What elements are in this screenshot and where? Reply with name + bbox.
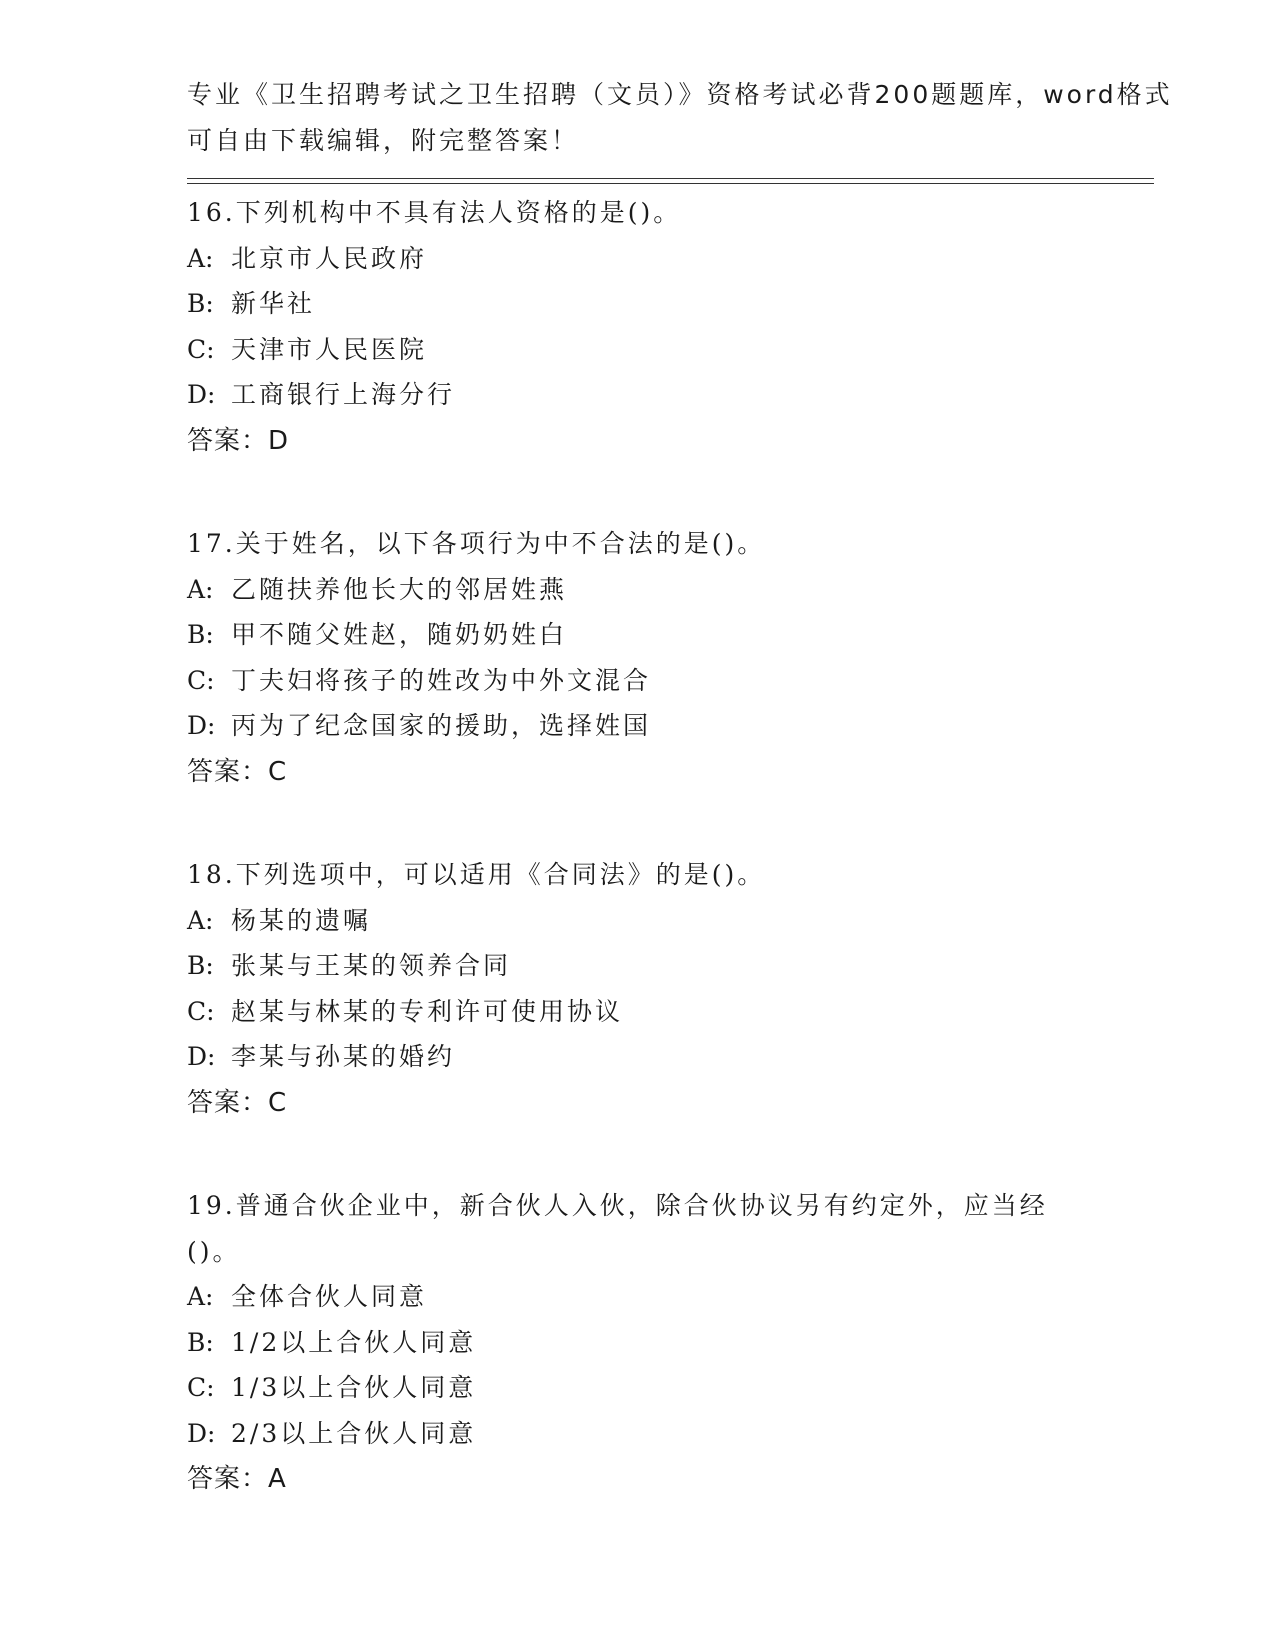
option-b bbox=[187, 612, 1087, 658]
option-d bbox=[187, 1034, 1087, 1080]
option-text: 张某与王某的领养合同 bbox=[231, 951, 512, 981]
option-letter: B: bbox=[187, 951, 214, 981]
option-letter: D: bbox=[187, 380, 216, 410]
option-letter: A: bbox=[187, 1282, 214, 1312]
option-d bbox=[187, 703, 1087, 749]
option-a bbox=[187, 898, 1087, 944]
question-list bbox=[187, 190, 1087, 1502]
option-a bbox=[187, 236, 1087, 282]
question-stem: 17.关于姓名，以下各项行为中不合法的是()。 bbox=[187, 528, 766, 558]
option-letter: D: bbox=[187, 1418, 216, 1448]
header-divider-top bbox=[187, 178, 1154, 179]
option-text: 丙为了纪念国家的援助，选择姓国 bbox=[231, 711, 652, 741]
answer-label: 答案：A bbox=[187, 1464, 287, 1495]
header-line-2: 可自由下载编辑，附完整答案！ bbox=[187, 125, 580, 155]
option-a bbox=[187, 1274, 1087, 1320]
option-a bbox=[187, 567, 1087, 613]
option-text: 杨某的遗嘱 bbox=[231, 905, 372, 935]
question-17 bbox=[187, 521, 1087, 795]
option-letter: D: bbox=[187, 1042, 216, 1072]
option-letter: B: bbox=[187, 1327, 214, 1357]
answer-label: 答案：D bbox=[187, 425, 290, 456]
option-c bbox=[187, 1365, 1087, 1411]
question-stem: 18.下列选项中，可以适用《合同法》的是()。 bbox=[187, 859, 766, 889]
option-letter: D: bbox=[187, 711, 216, 741]
option-text: 丁夫妇将孩子的姓改为中外文混合 bbox=[231, 665, 652, 695]
option-letter: C: bbox=[187, 1373, 215, 1403]
option-c bbox=[187, 327, 1087, 373]
question-18 bbox=[187, 852, 1087, 1126]
question-19 bbox=[187, 1183, 1087, 1503]
question-stem: 16.下列机构中不具有法人资格的是()。 bbox=[187, 198, 682, 227]
option-letter: A: bbox=[187, 905, 214, 935]
option-text: 乙随扶养他长大的邻居姓燕 bbox=[231, 574, 568, 604]
option-d bbox=[187, 1411, 1087, 1457]
header-divider-bottom bbox=[187, 183, 1154, 184]
question-stem-line-2: ()。 bbox=[187, 1236, 241, 1266]
document-header bbox=[187, 72, 1173, 163]
option-letter: B: bbox=[187, 289, 214, 319]
option-text: 甲不随父姓赵，随奶奶姓白 bbox=[231, 620, 568, 650]
option-letter: C: bbox=[187, 996, 215, 1026]
answer-label: 答案：C bbox=[187, 756, 288, 787]
option-d bbox=[187, 372, 1087, 418]
option-letter: C: bbox=[187, 334, 215, 364]
option-text: 2/3以上合伙人同意 bbox=[231, 1418, 477, 1448]
option-b bbox=[187, 1320, 1087, 1366]
question-16 bbox=[187, 190, 1087, 464]
option-c bbox=[187, 989, 1087, 1035]
option-letter: C: bbox=[187, 665, 215, 695]
option-text: 1/3以上合伙人同意 bbox=[231, 1373, 477, 1403]
answer-label: 答案：C bbox=[187, 1087, 288, 1118]
question-stem-line-1: 19.普通合伙企业中，新合伙人入伙，除合伙协议另有约定外，应当经 bbox=[187, 1190, 1048, 1220]
option-b bbox=[187, 943, 1087, 989]
option-text: 工商银行上海分行 bbox=[231, 380, 456, 410]
option-c bbox=[187, 658, 1087, 704]
option-text: 天津市人民医院 bbox=[231, 334, 428, 364]
option-letter: A: bbox=[187, 574, 214, 604]
option-text: 1/2以上合伙人同意 bbox=[231, 1327, 477, 1357]
option-letter: A: bbox=[187, 243, 214, 273]
header-line-1: 专业《卫生招聘考试之卫生招聘（文员）》资格考试必背200题题库，word格式 bbox=[187, 80, 1173, 109]
option-text: 新华社 bbox=[231, 289, 316, 319]
option-text: 赵某与林某的专利许可使用协议 bbox=[231, 996, 624, 1026]
option-text: 北京市人民政府 bbox=[231, 243, 428, 273]
option-b bbox=[187, 281, 1087, 327]
option-text: 李某与孙某的婚约 bbox=[231, 1042, 456, 1072]
option-letter: B: bbox=[187, 620, 214, 650]
option-text: 全体合伙人同意 bbox=[231, 1282, 428, 1312]
